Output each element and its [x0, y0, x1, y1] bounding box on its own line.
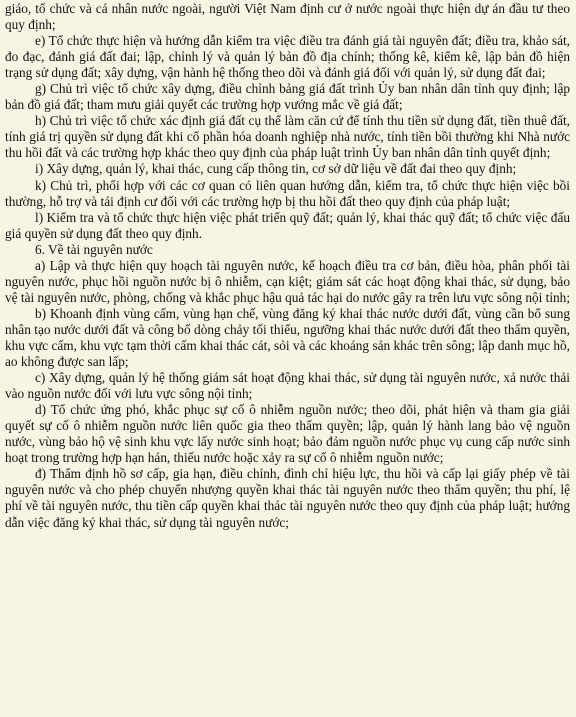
paragraph-item-a: a) Lập và thực hiện quy hoạch tài nguyên nước, kế hoạch điều tra cơ bản, điều hòa, phân phối tài nguyên nước, phục hồi nguồn nước bị ô nhiễm, cạn kiệt; giám sát các hoạt động khai thác, sử dụng, bảo vệ tài nguyên nước, phòng, chống và khắc phục hậu quả tác hại do nước gây ra trên lưu vực sông nội tỉnh; — [5, 257, 571, 305]
paragraph-item-c: c) Xây dựng, quản lý hệ thống giám sát hoạt động khai thác, sử dụng tài nguyên nước, xả nước thải vào nguồn nước đối với lưu vực sông nội tỉnh; — [5, 370, 570, 402]
paragraph-item-b: b) Khoanh định vùng cấm, vùng hạn chế, vùng đăng ký khai thác nước dưới đất, vùng cần bổ sung nhân tạo nước dưới đất và công bố dòng chảy tối thiểu, ngưỡng khai thác nước dưới đất theo thẩm quyền, khu vực cấm, khu vực tạm thời cấm khai thác cát, sỏi và các khoáng sản khác trên sông; lập danh mục hồ, ao không được san lấp; — [5, 305, 570, 370]
paragraph-item-d: d) Tổ chức ứng phó, khắc phục sự cố ô nhiễm nguồn nước; theo dõi, phát hiện và tham gia giải quyết sự cố ô nhiễm nguồn nước liên quốc gia theo thẩm quyền; lập, quản lý hành lang bảo vệ nguồn nước, vùng bảo hộ vệ sinh khu vực lấy nước sinh hoạt; bảo đảm nguồn nước phục vụ cung cấp nước sinh hoạt trong trường hợp hạn hán, thiếu nước hoặc xảy ra sự cố ô nhiễm nguồn nước; — [5, 402, 570, 466]
paragraph-continuation: giáo, tổ chức và cá nhân nước ngoài, người Việt Nam định cư ở nước ngoài thực hiện dự án đầu tư theo quy định; — [5, 1, 570, 33]
paragraph-item-l: l) Kiểm tra và tổ chức thực hiện việc phát triển quỹ đất; quản lý, khai thác quỹ đất; tổ chức việc đấu giá quyền sử dụng đất theo quy định. — [5, 209, 570, 241]
paragraph-item-h: h) Chủ trì việc tổ chức xác định giá đất cụ thể làm căn cứ để tính thu tiền sử dụng đất, tiền thuê đất, tính giá trị quyền sử dụng đất khi cổ phần hóa doanh nghiệp nhà nước, tính tiền bồi thường khi Nhà nước thu hồi đất và các trường hợp khác theo quy định của pháp luật trình Ủy ban nhân dân tỉnh quyết định; — [5, 113, 570, 161]
paragraph-item-e: e) Tổ chức thực hiện và hướng dẫn kiểm tra việc điều tra đánh giá tài nguyên đất; điều tra, khảo sát, đo đạc, đánh giá đất đai; lập, chỉnh lý và quản lý bản đồ địa chính; thống kê, kiểm kê, lập bản đồ hiện trạng sử dụng đất; xây dựng, vận hành hệ thống theo dõi và đánh giá đối với quản lý, sử dụng đất đai; — [5, 33, 570, 81]
paragraph-item-g: g) Chủ trì việc tổ chức xây dựng, điều chỉnh bảng giá đất trình Ủy ban nhân dân tỉnh quy định; lập bản đồ giá đất; tham mưu giải quyết các trường hợp vướng mắc về giá đất; — [5, 81, 570, 113]
paragraph-item-i: i) Xây dựng, quản lý, khai thác, cung cấp thông tin, cơ sở dữ liệu về đất đai theo quy định; — [35, 161, 517, 177]
paragraph-item-k: k) Chủ trì, phối hợp với các cơ quan có liên quan hướng dẫn, kiểm tra, tổ chức thực hiện việc bồi thường, hỗ trợ và tái định cư đối với các trường hợp bị thu hồi đất theo quy định của pháp luật; — [5, 177, 570, 209]
section-heading-water-resources: 6. Về tài nguyên nước — [35, 241, 153, 257]
paragraph-item-dd: đ) Thẩm định hồ sơ cấp, gia hạn, điều chỉnh, đình chỉ hiệu lực, thu hồi và cấp lại giấy phép về tài nguyên nước và cho phép chuyển nhượng quyền khai thác tài nguyên nước theo thẩm quyền; thu phí, lệ phí về tài nguyên nước, thu tiền cấp quyền khai thác tài nguyên nước theo quy định của pháp luật; hướng dẫn việc đăng ký khai thác, sử dụng tài nguyên nước; — [5, 466, 570, 530]
